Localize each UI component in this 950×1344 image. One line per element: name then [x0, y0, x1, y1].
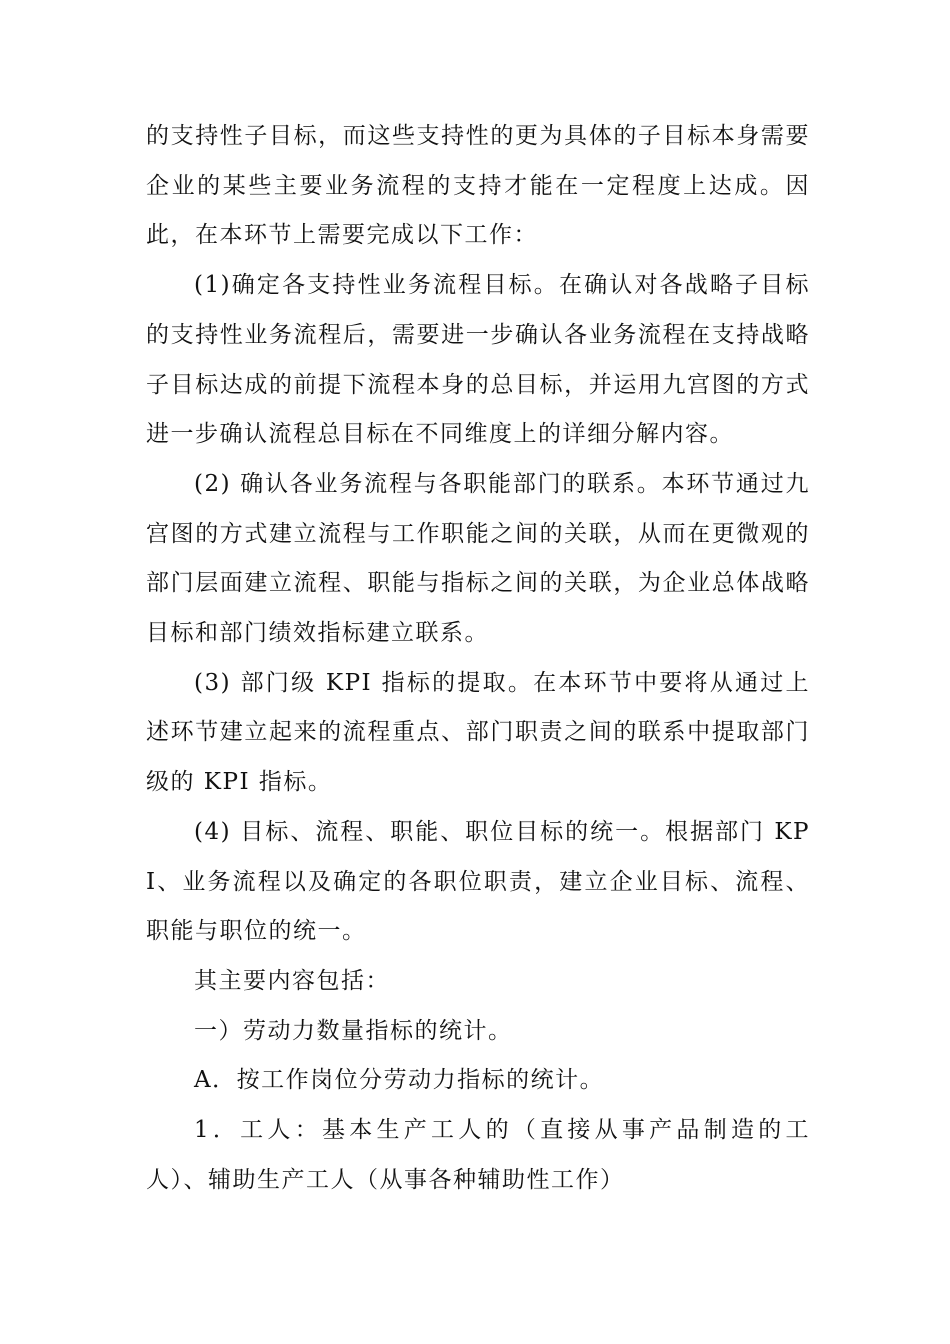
paragraph-item-3: (3) 部门级 KPI 指标的提取。在本环节中要将从通过上述环节建立起来的流程重点、部门职责之间的联系中提取部门级的 KPI 指标。	[146, 669, 810, 796]
list-item-workers: 1．工人：基本生产工人的（直接从事产品制造的工人）、辅助生产工人（从事各种辅助性工作）	[146, 1117, 810, 1193]
paragraph-item-1: (1)确定各支持性业务流程目标。在确认对各战略子目标的支持性业务流程后，需要进一步确认各业务流程在支持战略子目标达成的前提下流程本身的总目标，并运用九宫图的方式进一步确认流程总目标在不同维度上的详细分解内容。	[146, 272, 810, 448]
paragraph-intro: 的支持性子目标，而这些支持性的更为具体的子目标本身需要企业的某些主要业务流程的支持才能在一定程度上达成。因此，在本环节上需要完成以下工作：	[146, 123, 810, 249]
document-body	[146, 112, 810, 1205]
paragraph-item-4: (4) 目标、流程、职能、职位目标的统一。根据部门 KPI、业务流程以及确定的各职位职责，建立企业目标、流程、职能与职位的统一。	[146, 818, 810, 945]
paragraph-item-2: (2) 确认各业务流程与各职能部门的联系。本环节通过九宫图的方式建立流程与工作职能之间的关联，从而在更微观的部门层面建立流程、职能与指标之间的关联，为企业总体战略目标和部门绩效指标建立联系。	[146, 470, 810, 647]
paragraph-main-content: 其主要内容包括：	[194, 967, 390, 994]
section-heading-labor-quantity: 一）劳动力数量指标的统计。	[194, 1017, 513, 1044]
subsection-heading-by-post: A．按工作岗位分劳动力指标的统计。	[194, 1067, 605, 1094]
